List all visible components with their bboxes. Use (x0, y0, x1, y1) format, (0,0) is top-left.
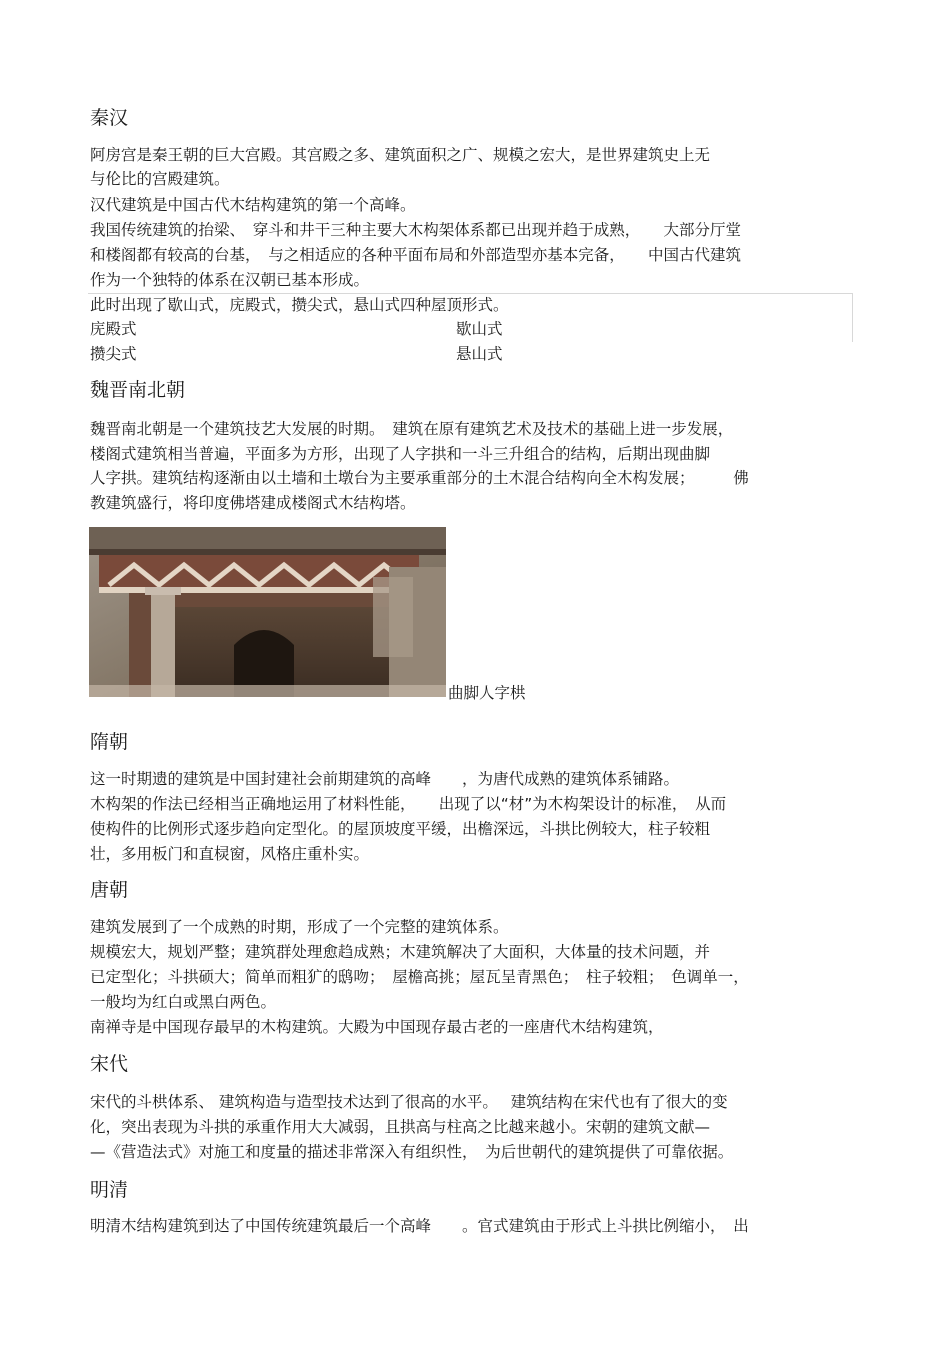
paragraph-line: —《营造法式》对施工和度量的描述非常深入有组织性， 为后世朝代的建筑提供了可靠依据。 (90, 1143, 734, 1161)
section-title-tang: 唐朝 (90, 879, 129, 901)
section-title-mingqing: 明清 (90, 1179, 129, 1201)
paragraph-line: 汉代建筑是中国古代木结构建筑的第一个高峰。 (90, 196, 416, 214)
paragraph-line: 宋代的斗栱体系、 建筑构造与造型技术达到了很高的水平。 建筑结构在宋代也有了很大的变 (90, 1093, 728, 1111)
paragraph-line: 木构架的作法已经相当正确地运用了材料性能， 出现了以“材”为木构架设计的标准， 从而 (90, 795, 727, 813)
paragraph-line: 作为一个独特的体系在汉朝已基本形成。 (90, 271, 370, 289)
paragraph-line: 魏晋南北朝是一个建筑技艺大发展的时期。 建筑在原有建筑艺术及技术的基础上进一步发展， (90, 420, 734, 438)
paragraph-line: 化，突出表现为斗拱的承重作用大大减弱，且拱高与柱高之比越来越小。宋朝的建筑文献— (90, 1118, 711, 1136)
paragraph-line: 一般均为红白或黑白两色。 (90, 993, 277, 1011)
roof-table-cell: 歇山式 (456, 320, 503, 338)
cave-bracket-photo (89, 527, 446, 697)
section-title-sui: 隋朝 (90, 731, 129, 753)
roof-table-cell: 悬山式 (456, 345, 503, 363)
paragraph-line: 这一时期遗的建筑是中国封建社会前期建筑的高峰 ，为唐代成熟的建筑体系铺路。 (90, 770, 680, 788)
paragraph-line: 南禅寺是中国现存最早的木构建筑。大殿为中国现存最古老的一座唐代木结构建筑， (90, 1018, 664, 1036)
roof-table-cell: 攒尖式 (90, 345, 137, 363)
paragraph-line: 此时出现了歇山式，庑殿式，攒尖式，悬山式四种屋顶形式。 (90, 296, 509, 314)
cave-bracket-photo-art (89, 527, 446, 697)
paragraph-line: 建筑发展到了一个成熟的时期，形成了一个完整的建筑体系。 (90, 918, 509, 936)
paragraph-line: 教建筑盛行，将印度佛塔建成楼阁式木结构塔。 (90, 494, 416, 512)
paragraph-line: 阿房宫是秦王朝的巨大宫殿。其宫殿之多、建筑面积之广、规模之宏大，是世界建筑史上无 (90, 146, 711, 164)
paragraph-line: 和楼阁都有较高的台基， 与之相适应的各种平面布局和外部造型亦基本完备， 中国古代建筑 (90, 246, 742, 264)
roof-table-cell: 庑殿式 (90, 320, 137, 338)
paragraph-line: 明清木结构建筑到达了中国传统建筑最后一个高峰 。官式建筑由于形式上斗拱比例缩小， 出 (90, 1217, 749, 1235)
image-caption: 曲脚人字栱 (448, 684, 526, 702)
paragraph-line: 已定型化；斗拱硕大；简单而粗犷的鸱吻； 屋檐高挑；屋瓦呈青黑色； 柱子较粗； 色调单一， (90, 968, 749, 986)
paragraph-line: 我国传统建筑的抬梁、 穿斗和井干三种主要大木构架体系都已出现并趋于成熟， 大部分厅堂 (90, 221, 742, 239)
paragraph-line: 楼阁式建筑相当普遍，平面多为方形，出现了人字拱和一斗三升组合的结构，后期出现曲脚 (90, 445, 711, 463)
paragraph-line: 规模宏大，规划严整；建筑群处理愈趋成熟；木建筑解决了大面积，大体量的技术问题，并 (90, 943, 711, 961)
paragraph-line: 壮，多用板门和直棂窗，风格庄重朴实。 (90, 845, 370, 863)
paragraph-line: 使构件的比例形式逐步趋向定型化。的屋顶坡度平缓，出檐深远，斗拱比例较大，柱子较粗 (90, 820, 711, 838)
section-title-song: 宋代 (90, 1053, 129, 1075)
section-title-qinhan: 秦汉 (90, 107, 129, 129)
section-title-weijin: 魏晋南北朝 (90, 379, 186, 401)
paragraph-line: 人字拱。建筑结构逐渐由以土墙和土墩台为主要承重部分的土木混合结构向全木构发展； 佛 (90, 469, 749, 487)
paragraph-line: 与伦比的宫殿建筑。 (90, 170, 230, 188)
